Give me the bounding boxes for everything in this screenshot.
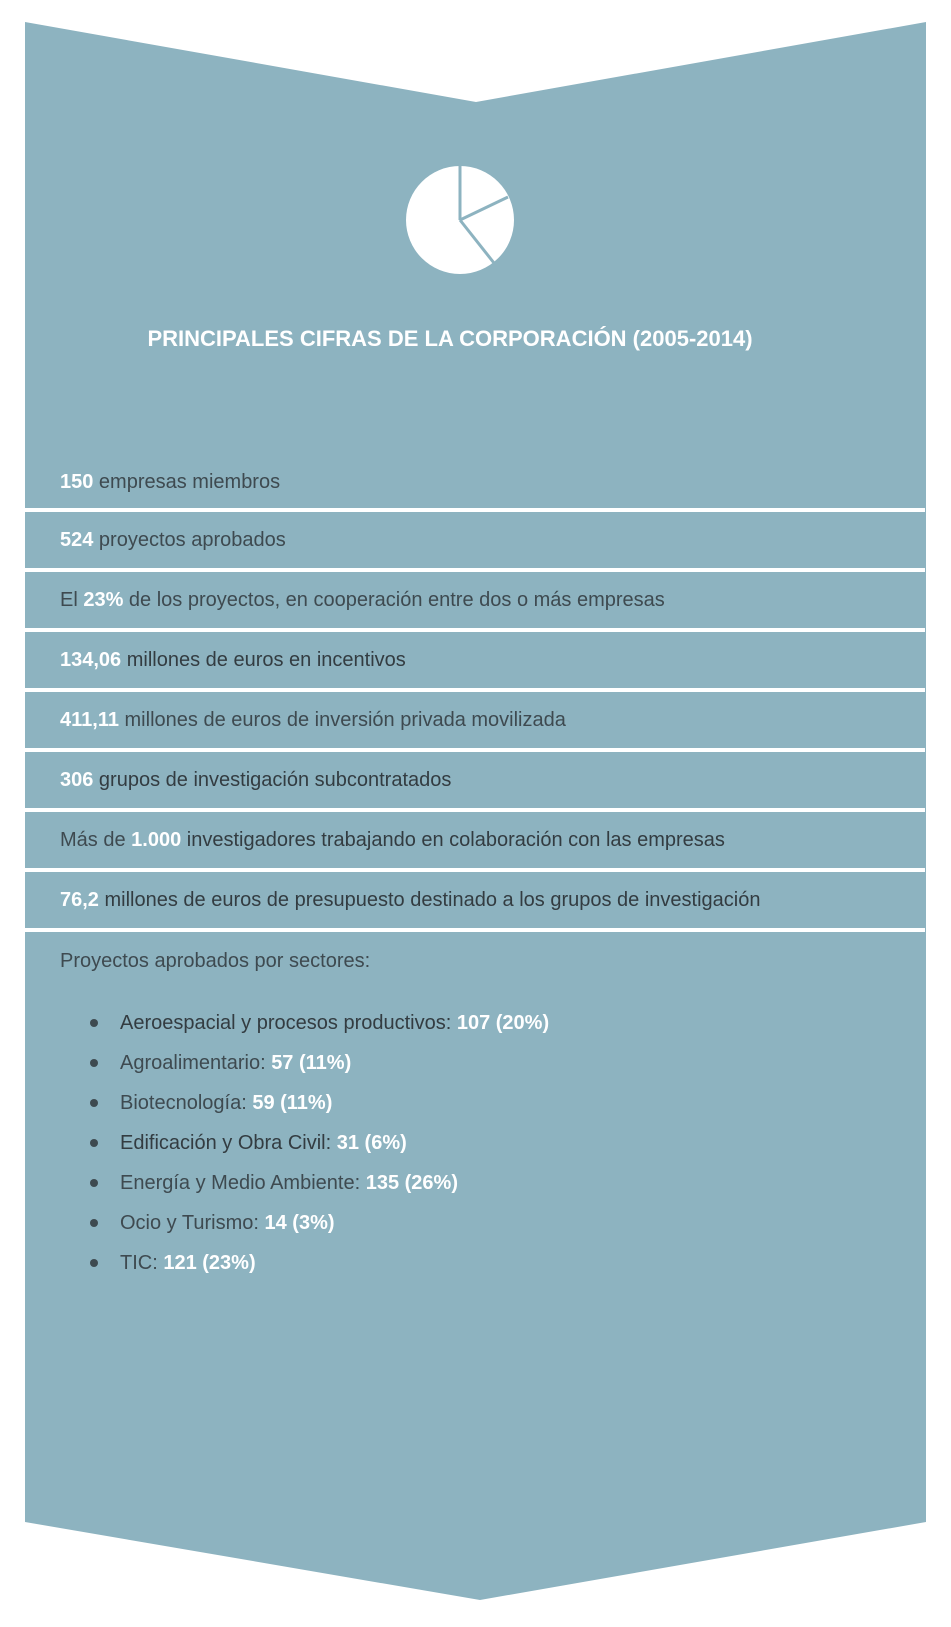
figure-row: 134,06 millones de euros en incentivos	[60, 648, 406, 671]
bullet-icon	[90, 1219, 98, 1227]
figure-row: 76,2 millones de euros de presupuesto destinado a los grupos de investigación	[60, 888, 761, 911]
figure-row: Más de 1.000 investigadores trabajando en colaboración con las empresas	[60, 828, 725, 851]
bullet-icon	[90, 1099, 98, 1107]
figure-row: 411,11 millones de euros de inversión privada movilizada	[60, 708, 566, 731]
list-item: Ocio y Turismo: 14 (3%)	[60, 1210, 549, 1250]
bullet-icon	[90, 1259, 98, 1267]
list-item: Edificación y Obra Civil: 31 (6%)	[60, 1130, 549, 1170]
list-item: Agroalimentario: 57 (11%)	[60, 1050, 549, 1090]
bullet-icon	[90, 1139, 98, 1147]
list-item: Biotecnología: 59 (11%)	[60, 1090, 549, 1130]
pie-chart-icon	[405, 165, 515, 275]
list-item: Aeroespacial y procesos productivos: 107 (20%)	[60, 1010, 549, 1050]
bullet-icon	[90, 1019, 98, 1027]
figure-row: 524 proyectos aprobados	[60, 528, 286, 551]
list-item: TIC: 121 (23%)	[60, 1250, 549, 1290]
bullet-icon	[90, 1059, 98, 1067]
divider	[25, 928, 925, 932]
list-item: Energía y Medio Ambiente: 135 (26%)	[60, 1170, 549, 1210]
sectors-heading: Proyectos aprobados por sectores:	[60, 950, 371, 972]
page-title: PRINCIPALES CIFRAS DE LA CORPORACIÓN (2005-2014)	[147, 326, 753, 351]
figure-row: 150 empresas miembros	[60, 470, 281, 493]
sector-list	[60, 1010, 549, 1290]
bullet-icon	[90, 1179, 98, 1187]
figure-row: 306 grupos de investigación subcontratados	[60, 768, 452, 791]
figure-row: El 23% de los proyectos, en cooperación entre dos o más empresas	[60, 588, 665, 611]
